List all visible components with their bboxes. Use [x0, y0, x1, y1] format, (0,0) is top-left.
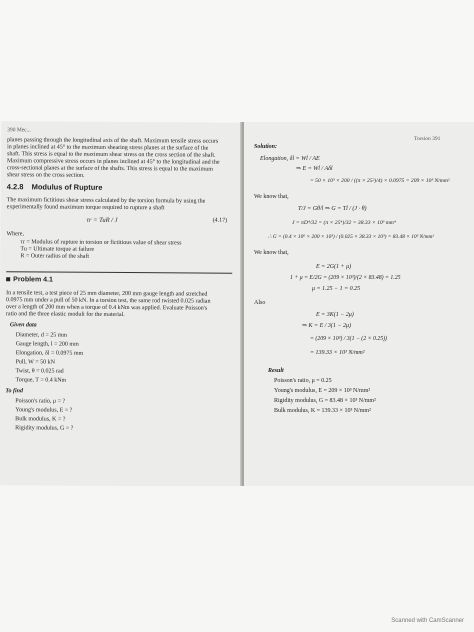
- square-bullet-icon: [6, 277, 10, 281]
- result-item: Bulk modulus, K = 139.33 × 10³ N/mm²: [274, 408, 371, 414]
- problem-line: 0.0975 mm under a pull of 50 kN. In a torsion test, the same rod twisted 0.025 radian: [6, 297, 211, 305]
- know-that-label: We know that,: [254, 194, 289, 200]
- intro-line: shaft. This stress is equal to the maximum shear stress on the cross section of the shaft.: [7, 151, 216, 159]
- poisson-line: μ = 1.25 − 1 = 0.25: [312, 286, 361, 292]
- find-item: Bulk modulus, K = ?: [15, 416, 66, 423]
- where-label: Where,: [6, 231, 25, 238]
- problem-rule: [6, 271, 232, 273]
- torsion-line: T/J = Gθ/l ⇒ G = Tl / (J · θ): [298, 206, 367, 212]
- find-item: Young's modulus, E = ?: [15, 407, 73, 414]
- problem-title: Problem 4.1: [13, 276, 53, 284]
- elongation-line: Elongation, δl = Wl / AE: [260, 156, 320, 162]
- intro-line: Maximum compressive stress occurs in planes inclined at 45° to the longitudinal and the: [6, 158, 220, 166]
- where-item: R = Outer radius of the shaft: [20, 253, 90, 260]
- result-item: Young's modulus, E = 209 × 10³ N/mm²: [274, 388, 371, 394]
- section-line: experimentally found maximum torque required to rupture a shaft: [6, 204, 165, 212]
- given-item: Elongation, δl = 0.0975 mm: [15, 350, 84, 357]
- elongation-line: = 50 × 10³ × 200 / ((π × 25²)/4) × 0.0975 = 209 × 10³ N/mm²: [310, 178, 450, 184]
- intro-line: in planes inclined at 45° to the maximum shearing stress planes at the surface of the: [7, 144, 209, 152]
- also-label: Also: [254, 300, 266, 306]
- left-page: [0, 121, 243, 487]
- where-item: τr = Modulus of rupture in torsion or fictitious value of shear stress: [20, 239, 182, 247]
- given-item: Pull, W = 50 kN: [15, 359, 55, 366]
- torsion-line: J = πD⁴/32 = (π × 25⁴)/32 = 38.33 × 10³ mm⁴: [292, 220, 396, 226]
- problem-line: In a tensile test, a test piece of 25 mm diameter, 200 mm gauge length and stretched: [6, 290, 208, 298]
- find-item: Poisson's ratio, μ = ?: [15, 398, 66, 405]
- problem-heading: [6, 276, 53, 283]
- result-label: Result: [268, 368, 284, 374]
- problem-line: over a length of 200 mm when a torque of 0.4 kNm was applied. Evaluate Poisson's: [5, 304, 208, 312]
- bulk-line: = (209 × 10³) / 3(1 − (2 × 0.25)): [310, 336, 387, 342]
- left-running-head: 390 Mec...: [7, 127, 31, 134]
- intro-line: shear stress on the cross section.: [6, 172, 85, 179]
- formula-number: (4.17): [212, 217, 228, 224]
- result-item: Rigidity modulus, G = 83.48 × 10³ N/mm²: [274, 398, 376, 404]
- book-spread: [0, 122, 474, 486]
- bulk-line: E = 3K(1 − 2μ): [316, 312, 354, 318]
- given-item: Diameter, d = 25 mm: [15, 332, 68, 339]
- bulk-line: = 139.33 × 10³ N/mm²: [310, 350, 365, 356]
- given-item: Gauge length, l = 200 mm: [15, 341, 79, 348]
- intro-line: cross-sectional planes at the surface of the shafts. This stress is equal to the maximum: [6, 165, 213, 173]
- intro-line: planes passing through the longitudinal axis of the shaft. Maximum tensile stress occurs: [7, 137, 219, 145]
- poisson-line: 1 + μ = E/2G = (209 × 10³)/(2 × 83.48) = 1.25: [290, 275, 401, 281]
- given-item: Twist, θ = 0.025 rad: [15, 368, 64, 375]
- right-page: [244, 122, 474, 486]
- find-label: To find: [5, 388, 24, 395]
- rupture-formula: τr = TuR / J: [86, 216, 118, 224]
- section-heading: [7, 183, 103, 191]
- find-item: Rigidity modulus, G = ?: [15, 425, 74, 432]
- scanner-watermark: Scanned with CamScanner: [391, 618, 464, 624]
- problem-line: ratio and the three elastic moduli for the material.: [5, 311, 125, 319]
- torsion-line: ∴ G = (0.4 × 10⁶ × 200 × 10³) / (0.025 × 38.33 × 10³) = 83.48 × 10³ N/mm²: [268, 234, 435, 240]
- elongation-line: ⇒ E = Wl / Aδl: [296, 166, 333, 172]
- section-number: 4.2.8: [6, 182, 24, 192]
- bulk-line: ⇒ K = E / 3(1 − 2μ): [302, 323, 351, 329]
- given-item: Torque, T = 0.4 kNm: [15, 377, 67, 384]
- given-label: Given data: [9, 322, 37, 329]
- section-title: Modulus of Rupture: [31, 182, 103, 192]
- section-line: The maximum fictitious shear stress calculated by the torsion formula by using the: [6, 197, 206, 205]
- poisson-line: E = 2G(1 + μ): [316, 264, 352, 270]
- scan-background-top: [0, 0, 474, 122]
- right-running-head: Torsion 391: [414, 136, 441, 142]
- solution-label: Solution:: [254, 144, 278, 150]
- scan-background-bottom: [0, 486, 474, 632]
- result-item: Poisson's ratio, μ = 0.25: [274, 378, 332, 384]
- where-item: Tu = Ultimate torque at failure: [20, 246, 95, 253]
- know-that-label: We know that,: [254, 250, 289, 256]
